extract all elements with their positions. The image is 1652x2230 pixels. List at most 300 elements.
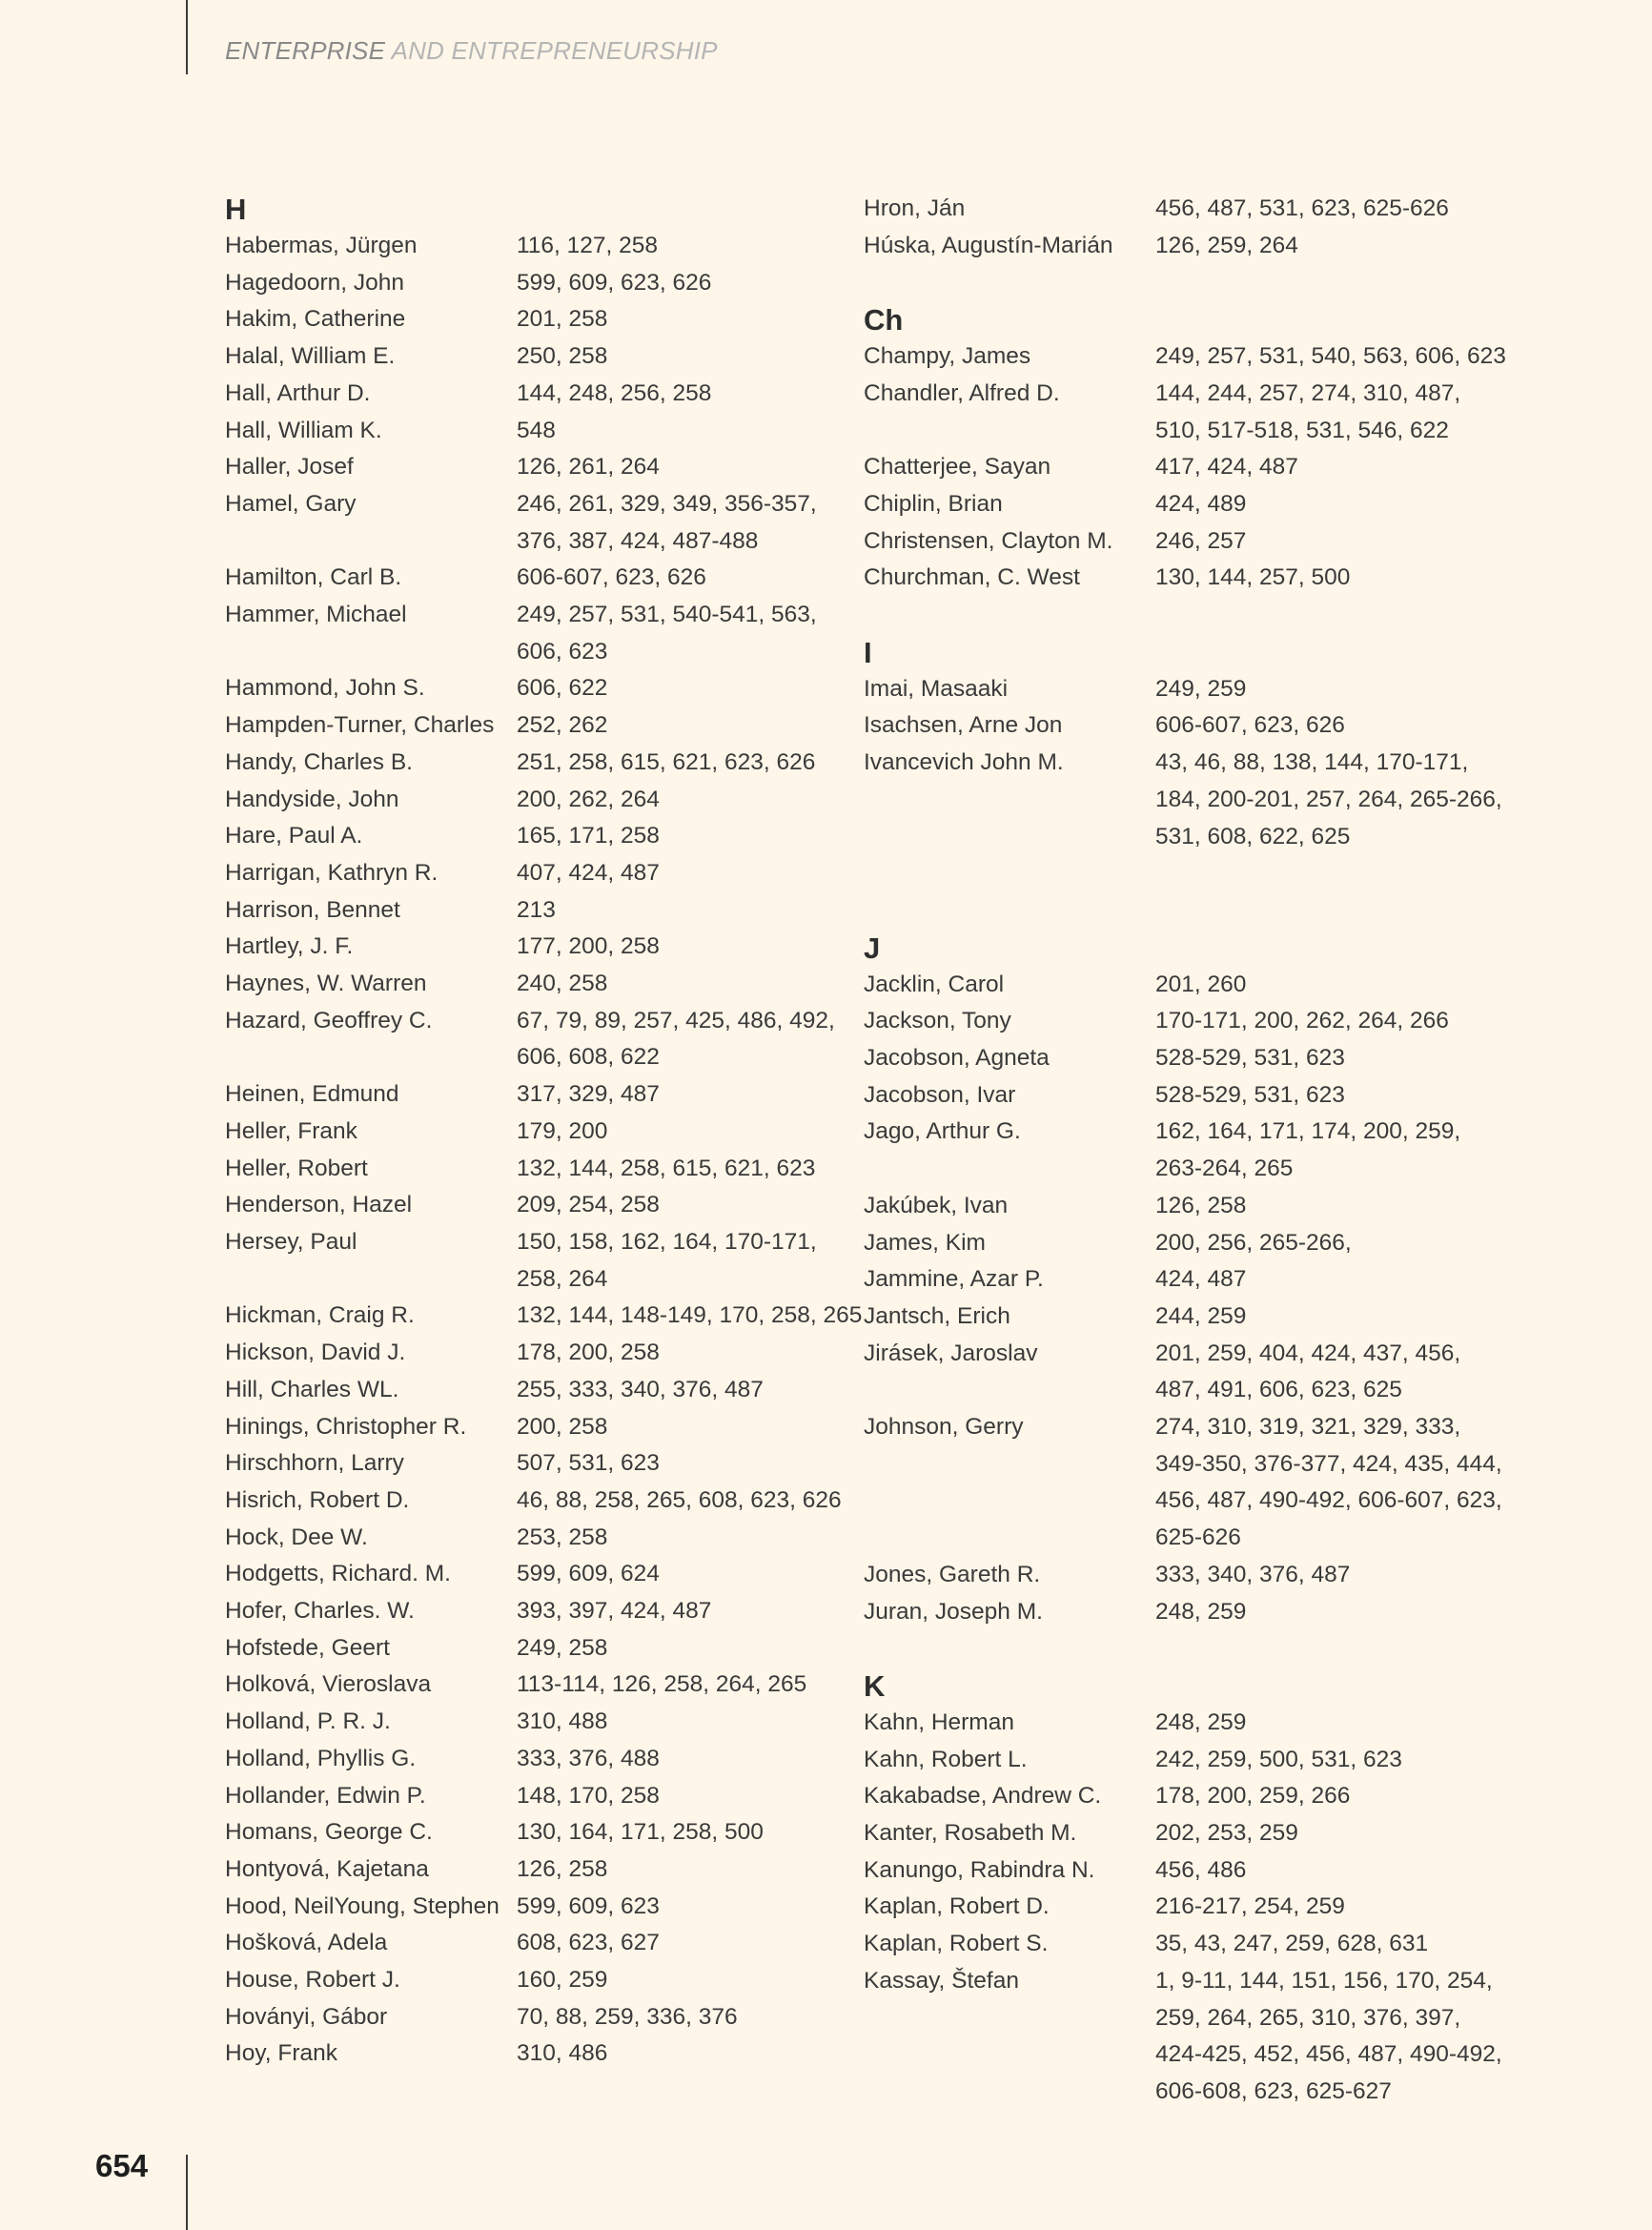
entry-name: Isachsen, Arne Jon xyxy=(864,712,1063,739)
entry-page-line: 456, 486 xyxy=(1155,1856,1247,1883)
entry-page-line: 126, 258 xyxy=(1155,1192,1247,1218)
entry-pages xyxy=(1155,1299,1479,1336)
entry-name: Kahn, Herman xyxy=(864,1708,1014,1735)
entry-name: Haynes, W. Warren xyxy=(225,971,427,997)
entry-pages xyxy=(1155,449,1479,486)
entry-pages xyxy=(517,1556,841,1593)
entry-page-line: 116, 127, 258 xyxy=(517,233,659,258)
index-entry xyxy=(225,228,854,265)
index-entry xyxy=(864,1705,1493,1742)
index-entry xyxy=(225,1076,854,1114)
entry-page-line: 132, 144, 258, 615, 621, 623 xyxy=(517,1155,816,1181)
index-entry xyxy=(225,376,854,413)
entry-pages xyxy=(517,1076,841,1114)
entry-page-line: 548 xyxy=(517,417,556,443)
index-entry xyxy=(864,1299,1493,1336)
entry-name: Hickman, Craig R. xyxy=(225,1302,415,1329)
entry-page-line: 606-607, 623, 626 xyxy=(1155,712,1345,739)
entry-page-line: 333, 340, 376, 487 xyxy=(1155,1561,1351,1587)
entry-page-line: 417, 424, 487 xyxy=(1155,454,1298,481)
entry-pages xyxy=(1155,228,1479,265)
entry-name: Hofstede, Geert xyxy=(225,1634,390,1661)
entry-name: Hinings, Christopher R. xyxy=(225,1413,467,1440)
entry-page-line: 424-425, 452, 456, 487, 490-492, xyxy=(1155,2041,1502,2068)
index-entry xyxy=(225,338,854,376)
entry-pages xyxy=(517,228,841,265)
entry-name: Churchman, C. West xyxy=(864,564,1080,591)
entry-pages xyxy=(517,855,841,892)
entry-pages xyxy=(1155,523,1479,561)
entry-pages xyxy=(517,338,841,376)
entry-pages xyxy=(1155,1261,1479,1299)
index-entry xyxy=(225,1556,854,1593)
entry-name: Hickson, David J. xyxy=(225,1340,406,1366)
entry-pages xyxy=(517,1335,841,1372)
entry-page-line: 424, 489 xyxy=(1155,490,1247,517)
entry-name: Hoványi, Gábor xyxy=(225,2003,388,2030)
entry-page-line: 608, 623, 627 xyxy=(517,1930,660,1956)
entry-pages xyxy=(517,1778,841,1815)
entry-page-line: 184, 200-201, 257, 264, 265-266, xyxy=(1155,786,1502,812)
index-entry xyxy=(864,1040,1493,1077)
entry-page-line: 201, 258 xyxy=(517,306,608,333)
entry-page-line: 249, 258 xyxy=(517,1634,608,1661)
entry-pages xyxy=(517,1630,841,1667)
index-entry xyxy=(225,301,854,338)
entry-page-line: 528-529, 531, 623 xyxy=(1155,1081,1345,1108)
index-entry xyxy=(864,707,1493,745)
index-entry xyxy=(225,707,854,745)
entry-name: Hock, Dee W. xyxy=(225,1524,368,1550)
entry-page-line: 242, 259, 500, 531, 623 xyxy=(1155,1746,1402,1772)
entry-page-line: 130, 144, 257, 500 xyxy=(1155,564,1351,591)
entry-page-line: 165, 171, 258 xyxy=(517,823,660,849)
entry-pages xyxy=(1155,745,1502,855)
index-entry xyxy=(225,1925,854,1962)
entry-page-line: 126, 261, 264 xyxy=(517,454,660,481)
entry-page-line: 150, 158, 162, 164, 170-171, xyxy=(517,1228,817,1255)
entry-name: Holland, P. R. J. xyxy=(225,1708,391,1735)
index-entry xyxy=(864,1114,1493,1187)
entry-pages xyxy=(517,1187,841,1224)
entry-name: Hamel, Gary xyxy=(225,490,357,517)
entry-page-line: 349-350, 376-377, 424, 435, 444, xyxy=(1155,1450,1502,1477)
entry-name: Hood, NeilYoung, Stephen xyxy=(225,1892,500,1919)
index-entry xyxy=(864,1815,1493,1852)
entry-name: Holková, Vieroslava xyxy=(225,1671,432,1698)
section-letter: J xyxy=(864,931,881,965)
index-entry xyxy=(225,745,854,782)
entry-page-line: 244, 259 xyxy=(1155,1302,1247,1329)
entry-pages xyxy=(517,1593,841,1630)
entry-pages xyxy=(517,1741,841,1778)
entry-name: James, Kim xyxy=(864,1229,986,1256)
entry-page-line: 240, 258 xyxy=(517,971,608,997)
entry-page-line: 599, 609, 624 xyxy=(517,1561,660,1587)
entry-name: Hontyová, Kajetana xyxy=(225,1855,429,1882)
index-entry xyxy=(864,449,1493,486)
entry-name: Hill, Charles WL. xyxy=(225,1376,399,1402)
entry-name: Hamilton, Carl B. xyxy=(225,564,402,591)
entry-page-line: 162, 164, 171, 174, 200, 259, xyxy=(1155,1118,1461,1145)
entry-name: Ivancevich John M. xyxy=(864,749,1064,776)
index-entry xyxy=(225,966,854,1003)
index-entry xyxy=(225,1704,854,1741)
entry-page-line: 333, 376, 488 xyxy=(517,1745,660,1771)
entry-name: Hampden-Turner, Charles xyxy=(225,712,495,739)
index-entry xyxy=(864,1852,1493,1890)
entry-name: Kahn, Robert L. xyxy=(864,1746,1028,1772)
entry-page-line: 130, 164, 171, 258, 500 xyxy=(517,1819,764,1846)
entry-name: Chandler, Alfred D. xyxy=(864,379,1060,406)
entry-page-line: 46, 88, 258, 265, 608, 623, 626 xyxy=(517,1486,842,1513)
entry-name: Hisrich, Robert D. xyxy=(225,1486,410,1513)
entry-pages xyxy=(1155,1815,1479,1852)
entry-name: Húska, Augustín-Marián xyxy=(864,232,1113,258)
index-column-left xyxy=(225,191,863,2073)
entry-pages xyxy=(517,707,841,745)
index-entry xyxy=(864,1594,1493,1631)
entry-name: Hron, Ján xyxy=(864,195,966,221)
entry-name: Johnson, Gerry xyxy=(864,1414,1024,1441)
entry-pages xyxy=(1155,1188,1479,1225)
index-entry xyxy=(864,1963,1502,2111)
entry-page-line: 202, 253, 259 xyxy=(1155,1820,1298,1847)
entry-page-line: 599, 609, 623, 626 xyxy=(517,269,712,296)
section-letter: H xyxy=(225,193,247,226)
entry-page-line: 200, 256, 265-266, xyxy=(1155,1229,1352,1256)
index-entry xyxy=(225,597,854,670)
entry-page-line: 606, 623 xyxy=(517,638,608,665)
entry-pages xyxy=(517,1151,841,1188)
entry-pages xyxy=(1155,1557,1479,1594)
entry-name: Hirschhorn, Larry xyxy=(225,1450,404,1477)
entry-pages xyxy=(517,929,841,966)
entry-page-line: 126, 259, 264 xyxy=(1155,232,1298,258)
entry-pages xyxy=(1155,1742,1479,1779)
entry-name: Hagedoorn, John xyxy=(225,269,404,296)
entry-name: Homans, George C. xyxy=(225,1819,433,1846)
section-spacer xyxy=(864,264,1493,301)
entry-pages xyxy=(517,1999,841,2036)
entry-page-line: 248, 259 xyxy=(1155,1708,1247,1735)
index-entry xyxy=(225,1483,854,1520)
index-entry xyxy=(864,1003,1493,1040)
index-entry xyxy=(864,745,1502,855)
index-entry xyxy=(225,1224,854,1298)
section-spacer xyxy=(864,892,1493,930)
entry-page-line: 170-171, 200, 262, 264, 266 xyxy=(1155,1008,1449,1034)
entry-pages xyxy=(517,301,841,338)
entry-pages xyxy=(517,1889,841,1926)
index-entry xyxy=(225,1114,854,1151)
entry-name: Handyside, John xyxy=(225,786,399,812)
entry-page-line: 393, 397, 424, 487 xyxy=(517,1598,712,1625)
entry-pages xyxy=(1155,486,1479,523)
entry-page-line: 113-114, 126, 258, 264, 265 xyxy=(517,1671,807,1698)
index-entry xyxy=(864,1409,1502,1557)
entry-page-line: 249, 257, 531, 540-541, 563, xyxy=(517,602,817,628)
index-entry xyxy=(225,1409,854,1446)
entry-page-line: 487, 491, 606, 623, 625 xyxy=(1155,1377,1402,1403)
entry-pages xyxy=(1155,1963,1502,2111)
entry-name: Juran, Joseph M. xyxy=(864,1598,1043,1625)
entry-name: Jones, Gareth R. xyxy=(864,1561,1041,1587)
entry-page-line: 144, 244, 257, 274, 310, 487, xyxy=(1155,379,1461,406)
index-entry xyxy=(225,1889,854,1926)
entry-pages xyxy=(517,745,841,782)
entry-page-line: 178, 200, 259, 266 xyxy=(1155,1783,1351,1810)
entry-page-line: 606, 608, 622 xyxy=(517,1044,660,1071)
entry-page-line: 424, 487 xyxy=(1155,1266,1247,1293)
entry-pages xyxy=(517,1704,841,1741)
entry-pages xyxy=(1155,1225,1479,1262)
entry-page-line: 456, 487, 490-492, 606-607, 623, xyxy=(1155,1487,1502,1514)
entry-name: Imai, Masaaki xyxy=(864,675,1009,702)
entry-page-line: 35, 43, 247, 259, 628, 631 xyxy=(1155,1931,1429,1957)
index-entry xyxy=(864,560,1493,597)
entry-name: Chiplin, Brian xyxy=(864,490,1003,517)
index-entry xyxy=(225,670,854,707)
index-column-right xyxy=(864,191,1506,2111)
entry-pages xyxy=(1155,338,1506,376)
entry-pages xyxy=(1155,1889,1479,1926)
entry-name: Champy, James xyxy=(864,343,1031,370)
entry-page-line: 606-608, 623, 625-627 xyxy=(1155,2077,1392,2104)
entry-pages xyxy=(517,1372,841,1409)
index-entry xyxy=(225,1298,863,1335)
entry-pages xyxy=(1155,1336,1479,1409)
index-entry xyxy=(864,967,1493,1004)
entry-page-line: 259, 264, 265, 310, 376, 397, xyxy=(1155,2004,1461,2031)
header-divider xyxy=(186,0,188,74)
entry-name: House, Robert J. xyxy=(225,1967,400,1994)
entry-page-line: 528-529, 531, 623 xyxy=(1155,1045,1345,1071)
index-entry xyxy=(225,892,854,930)
entry-name: Kassay, Štefan xyxy=(864,1967,1019,1994)
index-entry xyxy=(864,1261,1493,1299)
index-entry xyxy=(225,1741,854,1778)
entry-pages xyxy=(1155,376,1479,449)
index-entry xyxy=(225,413,854,450)
entry-name: Hakim, Catherine xyxy=(225,306,406,333)
index-entry xyxy=(225,449,854,486)
entry-pages xyxy=(517,1814,841,1852)
page-number: 654 xyxy=(95,2148,149,2183)
entry-pages xyxy=(1155,967,1479,1004)
entry-name: Jacobson, Agneta xyxy=(864,1045,1050,1071)
entry-pages xyxy=(517,1925,841,1962)
entry-page-line: 67, 79, 89, 257, 425, 486, 492, xyxy=(517,1007,835,1033)
section-spacer xyxy=(864,597,1493,634)
entry-pages xyxy=(1155,1778,1479,1815)
entry-page-line: 179, 200 xyxy=(517,1117,608,1144)
index-entry xyxy=(225,1778,854,1815)
index-entry xyxy=(225,560,854,597)
entry-pages xyxy=(517,413,841,450)
entry-name: Hersey, Paul xyxy=(225,1228,357,1255)
entry-name: Hall, Arthur D. xyxy=(225,379,371,406)
entry-name: Hare, Paul A. xyxy=(225,823,363,849)
entry-pages xyxy=(1155,1852,1479,1890)
index-entry xyxy=(225,1372,854,1409)
entry-page-line: 213 xyxy=(517,896,556,923)
entry-pages xyxy=(517,449,841,486)
entry-pages xyxy=(1155,1077,1479,1115)
entry-page-line: 144, 248, 256, 258 xyxy=(517,379,712,406)
index-entry xyxy=(864,1557,1493,1594)
entry-page-line: 246, 261, 329, 349, 356-357, xyxy=(517,490,817,517)
entry-name: Heller, Frank xyxy=(225,1117,357,1144)
entry-name: Heller, Robert xyxy=(225,1155,368,1181)
entry-name: Hoy, Frank xyxy=(225,2040,337,2067)
entry-page-line: 253, 258 xyxy=(517,1524,608,1550)
index-entry xyxy=(225,929,854,966)
entry-pages xyxy=(517,1409,841,1446)
entry-name: Kaplan, Robert S. xyxy=(864,1931,1049,1957)
entry-pages xyxy=(517,782,841,819)
index-entry xyxy=(864,228,1493,265)
index-entry xyxy=(864,486,1493,523)
entry-name: Halal, William E. xyxy=(225,343,396,370)
index-entry xyxy=(864,1778,1493,1815)
entry-name: Jantsch, Erich xyxy=(864,1302,1010,1329)
entry-pages xyxy=(1155,560,1479,597)
entry-pages xyxy=(1155,1003,1479,1040)
entry-pages xyxy=(1155,1926,1479,1963)
entry-pages xyxy=(517,1852,841,1889)
section-spacer xyxy=(864,855,1493,892)
index-entry xyxy=(225,2036,854,2073)
index-entry xyxy=(864,1188,1493,1225)
entry-page-line: 200, 262, 264 xyxy=(517,786,660,812)
index-entry xyxy=(225,265,854,302)
entry-pages xyxy=(517,2036,841,2073)
entry-page-line: 252, 262 xyxy=(517,712,608,739)
entry-name: Hazard, Geoffrey C. xyxy=(225,1007,433,1033)
entry-pages xyxy=(517,892,841,930)
index-entry xyxy=(864,1077,1493,1115)
entry-pages xyxy=(1155,707,1479,745)
index-entry xyxy=(864,338,1506,376)
entry-page-line: 258, 264 xyxy=(517,1265,608,1292)
index-entry xyxy=(225,782,854,819)
entry-name: Hammond, John S. xyxy=(225,675,425,702)
entry-pages xyxy=(517,1224,841,1298)
index-entry xyxy=(225,1852,854,1889)
section-letter: Ch xyxy=(864,303,904,338)
index-entry xyxy=(864,376,1493,449)
entry-name: Jirásek, Jaroslav xyxy=(864,1340,1038,1366)
section-letter: I xyxy=(864,635,872,669)
entry-pages xyxy=(1155,1594,1479,1631)
entry-page-line: 625-626 xyxy=(1155,1524,1241,1551)
entry-name: Jakúbek, Ivan xyxy=(864,1192,1009,1218)
entry-name: Hartley, J. F. xyxy=(225,933,354,960)
entry-pages xyxy=(517,1114,841,1151)
index-entry xyxy=(225,1335,854,1372)
entry-name: Harrison, Bennet xyxy=(225,896,400,923)
entry-name: Hofer, Charles. W. xyxy=(225,1598,415,1625)
entry-page-line: 456, 487, 531, 623, 625-626 xyxy=(1155,195,1449,221)
entry-page-line: 310, 488 xyxy=(517,1708,608,1735)
index-entry xyxy=(225,1187,854,1224)
entry-pages xyxy=(1155,1114,1479,1187)
entry-page-line: 407, 424, 487 xyxy=(517,859,660,886)
entry-pages xyxy=(517,1962,841,1999)
entry-pages xyxy=(517,966,841,1003)
section-letter: K xyxy=(864,1668,886,1703)
entry-page-line: 249, 257, 531, 540, 563, 606, 623 xyxy=(1155,343,1506,370)
entry-page-line: 160, 259 xyxy=(517,1967,608,1994)
entry-name: Hammer, Michael xyxy=(225,602,407,628)
header-title-secondary: AND ENTREPRENEURSHIP xyxy=(391,36,718,65)
entry-pages xyxy=(517,597,841,670)
entry-page-line: 251, 258, 615, 621, 623, 626 xyxy=(517,748,816,775)
index-entry xyxy=(225,486,854,560)
index-entry xyxy=(225,855,854,892)
entry-pages xyxy=(517,265,841,302)
index-entry xyxy=(225,1003,854,1076)
entry-page-line: 248, 259 xyxy=(1155,1598,1247,1625)
entry-pages xyxy=(517,1003,841,1076)
index-entry xyxy=(225,1445,854,1483)
index-entry xyxy=(864,1225,1493,1262)
entry-page-line: 255, 333, 340, 376, 487 xyxy=(517,1376,764,1402)
entry-name: Harrigan, Kathryn R. xyxy=(225,859,438,886)
index-entry xyxy=(864,191,1493,228)
entry-page-line: 43, 46, 88, 138, 144, 170-171, xyxy=(1155,749,1469,776)
index-entry xyxy=(225,1999,854,2036)
index-entry xyxy=(864,1889,1493,1926)
index-entry xyxy=(225,1962,854,1999)
entry-name: Hollander, Edwin P. xyxy=(225,1782,426,1809)
entry-page-line: 317, 329, 487 xyxy=(517,1081,660,1108)
entry-pages xyxy=(517,1483,841,1520)
index-entry xyxy=(864,1336,1493,1409)
index-entry xyxy=(864,1742,1493,1779)
entry-page-line: 126, 258 xyxy=(517,1855,608,1882)
entry-page-line: 599, 609, 623 xyxy=(517,1892,660,1919)
index-entry xyxy=(864,523,1493,561)
index-entry xyxy=(864,1926,1493,1963)
entry-name: Kanter, Rosabeth M. xyxy=(864,1820,1077,1847)
entry-name: Jago, Arthur G. xyxy=(864,1118,1021,1145)
section-spacer xyxy=(864,1630,1493,1667)
entry-name: Kaplan, Robert D. xyxy=(864,1893,1050,1920)
entry-name: Holland, Phyllis G. xyxy=(225,1745,417,1771)
entry-name: Kanungo, Rabindra N. xyxy=(864,1856,1095,1883)
index-entry xyxy=(225,818,854,855)
entry-page-line: 507, 531, 623 xyxy=(517,1450,660,1477)
entry-page-line: 178, 200, 258 xyxy=(517,1340,660,1366)
index-entry xyxy=(225,1520,854,1557)
header-title-main: ENTERPRISE xyxy=(225,36,386,65)
entry-pages xyxy=(1155,1040,1479,1077)
running-header xyxy=(225,36,718,66)
entry-name: Hodgetts, Richard. M. xyxy=(225,1561,451,1587)
entry-page-line: 249, 259 xyxy=(1155,675,1247,702)
entry-pages xyxy=(1155,671,1479,708)
entry-name: Kakabadse, Andrew C. xyxy=(864,1783,1102,1810)
entry-name: Jackson, Tony xyxy=(864,1008,1011,1034)
entry-name: Heinen, Edmund xyxy=(225,1081,399,1108)
entry-pages xyxy=(517,670,841,707)
entry-page-line: 606, 622 xyxy=(517,675,608,702)
entry-page-line: 376, 387, 424, 487-488 xyxy=(517,527,759,554)
entry-name: Handy, Charles B. xyxy=(225,748,413,775)
entry-pages xyxy=(517,1667,841,1704)
